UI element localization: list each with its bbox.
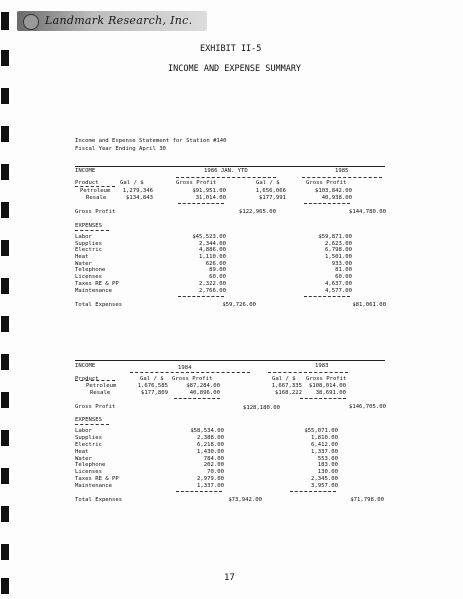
petroleum-gal: 1,279,346 [122,188,153,194]
expense-label: Maintenance [75,483,113,490]
statement-line-2: Fiscal Year Ending April 30 [75,146,166,152]
expense-value: 60.00 [335,274,352,281]
total-expenses-value: $71,798.00 [350,497,384,503]
expense-value: 2,979.00 [197,476,224,483]
resale-gal: $168,222 [275,390,302,396]
expense-value: $58,534.00 [190,428,224,434]
statement-line-1: Income and Expense Statement for Station #140 [75,138,227,144]
expense-label: Heat [75,448,89,455]
expense-value: $59,871.00 [318,234,352,240]
gross-profit-total: $128,180.00 [242,405,280,411]
total-expenses-label: Total Expenses [75,302,123,308]
gross-profit-total: $146,705.00 [348,404,386,410]
expense-label: Water [75,260,92,267]
page-number: 17 [224,573,235,583]
company-logo [17,11,207,31]
resale-gross-profit: 31,014.00 [195,195,226,201]
petroleum-gal: 1,676,585 [137,383,168,389]
expense-label: Labor [75,428,92,434]
expense-value: 1,810.00 [311,434,338,441]
expense-value: 6,798.00 [325,247,352,254]
expense-value: 784.00 [203,455,224,462]
petroleum-gross-profit: $91,951.00 [192,188,226,194]
expense-value: 2,623.00 [325,240,352,247]
expense-value: 70.00 [207,469,224,476]
petroleum-label: Petroleum [80,188,111,194]
expense-value: $45,523.00 [192,234,226,240]
expense-values-1985 [296,234,352,294]
resale-label: Resale [86,195,107,201]
expense-labels [75,234,119,294]
expense-label: Telephone [75,267,106,274]
expense-value: 4,637.00 [325,280,352,287]
expense-value: 1,501.00 [325,254,352,261]
resale-gross-profit: 40,938.00 [321,195,352,201]
expense-value: 130.00 [317,469,338,476]
petroleum-label: Petroleum [86,383,117,389]
resale-gal: $177,991 [259,195,286,201]
expense-value: 2,388.00 [197,434,224,441]
expense-value: 2,344.00 [199,240,226,247]
expense-label: Maintenance [75,287,113,294]
resale-gross-profit: 38,691.00 [315,390,346,396]
expense-value: 553.00 [317,455,338,462]
petroleum-gross-profit: $103,842.00 [314,188,352,194]
expense-value: 2,322.00 [199,280,226,287]
column-heading-1984: 1984 [178,365,192,371]
gross-profit-col-label: Gross Profit [176,180,217,186]
expense-values-1984 [168,428,224,490]
expense-values-1986 [170,234,226,294]
expense-value: 3,957.00 [311,483,338,490]
gal-label: Gal / $ [120,180,144,186]
gross-profit-label: Gross Profit [75,209,116,215]
expense-value: 1,337.00 [311,448,338,455]
total-expenses-value: $73,942.00 [228,497,262,503]
total-expenses-label: Total Expenses [75,497,123,503]
expense-value: 6,218.00 [197,441,224,448]
column-heading-1983: 1983 [315,363,329,369]
income-heading: INCOME [75,168,96,174]
expense-label: Taxes RE & PP [75,280,119,287]
expenses-heading: EXPENSES [75,223,102,229]
expense-value: 202.00 [203,462,224,469]
page-subtitle: INCOME AND EXPENSE SUMMARY [168,64,302,74]
gal-label: Gal / $ [140,376,164,382]
expense-label: Taxes RE & PP [75,476,119,483]
resale-label: Resale [90,390,111,396]
expense-value: 2,766.00 [199,287,226,294]
expense-value: 4,577.00 [325,287,352,294]
product-label: Product [75,376,99,382]
expense-value: 1,110.00 [199,254,226,261]
product-label: Product [75,180,99,186]
expense-label: Licenses [75,274,102,281]
expense-value: 1,430.00 [197,448,224,455]
expense-label: Electric [75,441,102,448]
expense-value: 626.00 [205,260,226,267]
exhibit-title: EXHIBIT II-5 [200,44,262,54]
total-expenses-value: $59,726.00 [222,302,256,308]
logo-text: Landmark Research, Inc. [45,14,193,27]
gal-label: Gal / $ [272,376,296,382]
expense-value: 1,337.00 [197,483,224,490]
logo-emblem-icon [23,14,39,30]
expense-label: Water [75,455,92,462]
expense-values-1983 [282,428,338,490]
expense-value: 60.00 [209,274,226,281]
expense-label: Supplies [75,240,102,247]
resale-gal: $177,809 [141,390,168,396]
expense-labels [75,428,119,490]
expenses-heading: EXPENSES [75,417,102,423]
income-heading: INCOME [75,363,96,369]
expense-label: Supplies [75,434,102,441]
gross-profit-total: $144,780.00 [348,209,386,215]
expense-value: 933.00 [331,260,352,267]
gross-profit-label: Gross Profit [75,404,116,410]
expense-label: Telephone [75,462,106,469]
gross-profit-total: $122,965.00 [238,209,276,215]
expense-value: 81.00 [335,267,352,274]
expense-value: $55,071.00 [304,428,338,434]
expense-value: 183.00 [317,462,338,469]
gal-label: Gal / $ [256,180,280,186]
petroleum-gross-profit: $108,014.00 [308,383,346,389]
petroleum-gal: 1,656,066 [255,188,286,194]
expense-value: 2,345.00 [311,476,338,483]
expense-value: 4,886.00 [199,247,226,254]
expense-value: 89.00 [209,267,226,274]
expense-value: 6,412.00 [311,441,338,448]
resale-gal: $134,843 [126,195,153,201]
expense-label: Licenses [75,469,102,476]
resale-gross-profit: 40,896.00 [189,390,220,396]
petroleum-gal: 1,667,335 [271,383,302,389]
expense-label: Heat [75,254,89,261]
gross-profit-col-label: Gross Profit [306,180,347,186]
expense-label: Labor [75,234,92,240]
petroleum-gross-profit: $87,284.00 [186,383,220,389]
gross-profit-col-label: Gross Profit [172,376,213,382]
gross-profit-col-label: Gross Profit [306,376,347,382]
column-heading-1986: 1986 JAN. YTD [204,168,248,174]
total-expenses-value: $81,061.00 [352,302,386,308]
column-heading-1985: 1985 [335,168,349,174]
expense-label: Electric [75,247,102,254]
